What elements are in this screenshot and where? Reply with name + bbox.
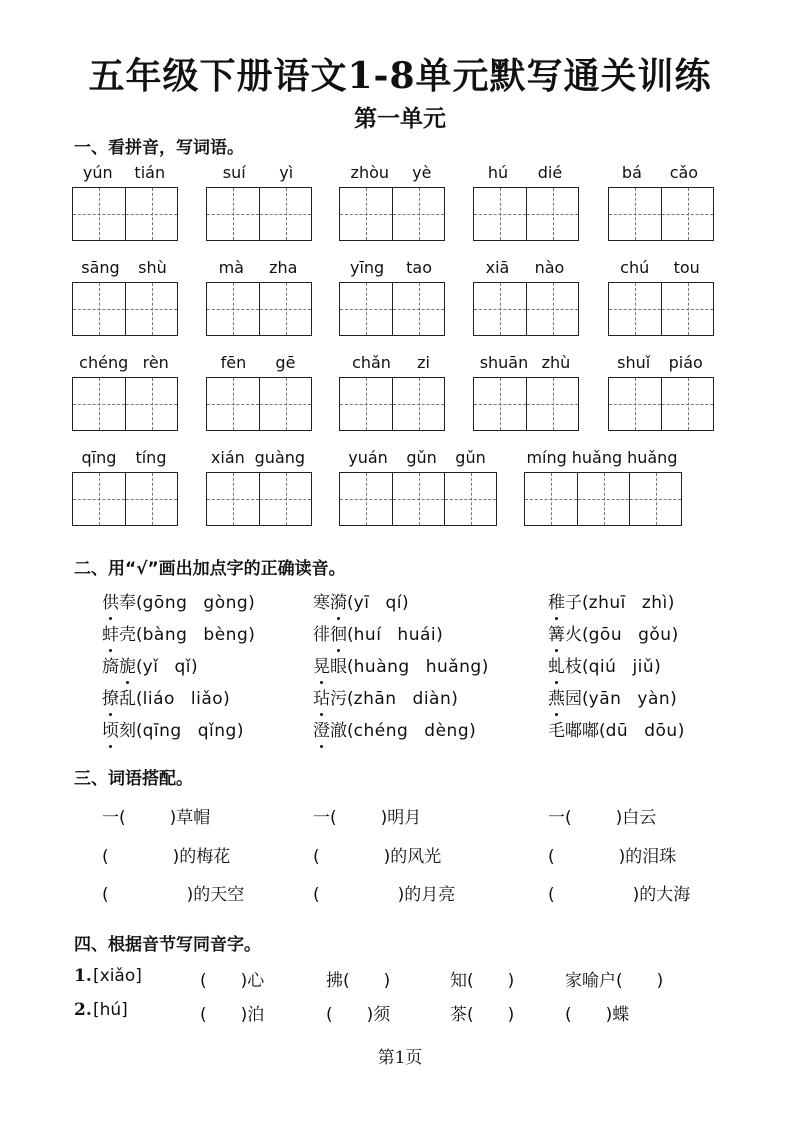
matching-item	[313, 803, 421, 828]
homophone-blank[interactable]: ( )心	[200, 971, 265, 991]
word-item	[339, 353, 446, 433]
matching-suffix: )白云	[615, 808, 657, 828]
pinyin-syllable: suí	[222, 163, 246, 182]
option-2[interactable]: dèng	[424, 721, 470, 741]
option-1[interactable]: zhān	[353, 689, 397, 709]
matching-item	[548, 842, 676, 867]
matching-prefix: 一(	[313, 808, 337, 828]
pinyin-syllable: huǎng	[627, 448, 678, 467]
homophone-blank[interactable]: 茶( )	[450, 1005, 515, 1025]
pinyin-syllable: zi	[417, 353, 430, 372]
word-char: 徊	[330, 620, 347, 645]
matching-suffix: )的梅花	[172, 847, 231, 867]
word-char: 污	[330, 689, 347, 709]
pronunciation-item: 燕园(yān yàn)	[548, 684, 677, 709]
writing-box[interactable]	[526, 188, 578, 240]
word-char: 嘟	[582, 721, 599, 741]
writing-box[interactable]	[474, 378, 526, 430]
writing-box[interactable]	[207, 473, 259, 525]
word-item	[339, 448, 498, 528]
writing-boxes	[339, 472, 497, 526]
pinyin-syllable: míng	[526, 448, 567, 467]
writing-box[interactable]	[392, 378, 444, 430]
option-1[interactable]: gōu	[588, 625, 623, 645]
writing-boxes	[608, 282, 714, 336]
writing-box[interactable]	[609, 378, 661, 430]
pinyin-syllable: gǔn	[455, 448, 486, 467]
writing-box[interactable]	[340, 283, 392, 335]
option-1[interactable]: gōng	[142, 593, 188, 613]
writing-box[interactable]	[392, 188, 444, 240]
option-2[interactable]: qǐ	[174, 657, 191, 677]
matching-item	[548, 803, 656, 828]
pinyin-syllable: tou	[673, 258, 700, 277]
word-char: 稚	[548, 588, 565, 613]
pinyin-line	[206, 163, 310, 185]
word-char: 寒	[313, 593, 330, 613]
section-2-heading: 二、用“√”画出加点字的正确读音。	[74, 559, 346, 579]
option-1[interactable]: yǐ	[142, 657, 159, 677]
option-2[interactable]: gòng	[203, 593, 249, 613]
pinyin-syllable: shù	[138, 258, 167, 277]
pinyin-syllable: xián	[210, 448, 245, 467]
word-char: 眼	[330, 657, 347, 677]
homophone-blank[interactable]: 拂( )	[326, 971, 391, 991]
matching-item	[102, 842, 230, 867]
homophone-blank[interactable]: 知( )	[450, 971, 515, 991]
writing-box[interactable]	[125, 378, 177, 430]
word-item	[608, 353, 715, 433]
word-item	[608, 258, 715, 338]
pronunciation-item: 蚌壳(bàng bèng)	[102, 620, 255, 645]
word-char: 漪	[330, 588, 347, 613]
writing-box[interactable]	[609, 188, 661, 240]
pinyin-line	[473, 353, 577, 375]
pronunciation-item: 篝火(gōu gǒu)	[548, 620, 678, 645]
writing-box[interactable]	[125, 473, 177, 525]
pronunciation-item: 徘徊(huí huái)	[313, 620, 443, 645]
word-item	[206, 353, 313, 433]
pinyin-line	[206, 448, 310, 470]
word-char: 晃	[313, 652, 330, 677]
pinyin-line	[473, 258, 577, 280]
writing-box[interactable]	[125, 188, 177, 240]
word-char: 顷	[102, 716, 119, 741]
pinyin-syllable: sāng	[81, 258, 120, 277]
writing-box[interactable]	[73, 283, 125, 335]
pinyin-line	[608, 353, 712, 375]
item-number: 1.	[74, 966, 92, 986]
pinyin-syllable: chéng	[79, 353, 129, 372]
option-1[interactable]: huàng	[353, 657, 410, 677]
word-item	[473, 163, 580, 243]
pinyin-syllable: gǔn	[406, 448, 437, 467]
writing-box[interactable]	[259, 473, 311, 525]
pinyin-syllable: mà	[218, 258, 244, 277]
word-item	[72, 448, 179, 528]
section-1-heading: 一、看拼音，写词语。	[74, 138, 244, 158]
pinyin-syllable: yún	[82, 163, 113, 182]
option-1[interactable]: zhuī	[588, 593, 626, 613]
writing-box[interactable]	[340, 188, 392, 240]
option-2[interactable]: zhì	[641, 593, 668, 613]
option-2[interactable]: dōu	[644, 721, 678, 741]
pinyin-syllable: qīng	[81, 448, 117, 467]
pinyin-line	[72, 163, 176, 185]
word-char: 供	[102, 588, 119, 613]
writing-boxes	[72, 472, 178, 526]
word-char: 枝	[565, 657, 582, 677]
matching-suffix: )的大海	[632, 885, 691, 905]
writing-box[interactable]	[525, 473, 577, 525]
word-char: 刻	[119, 721, 136, 741]
option-2[interactable]: qí	[385, 593, 402, 613]
pinyin-line	[473, 163, 577, 185]
word-char: 燕	[548, 684, 565, 709]
pinyin-syllable: piáo	[668, 353, 703, 372]
pinyin-syllable: guàng	[254, 448, 306, 467]
matching-suffix: )的月亮	[397, 885, 456, 905]
writing-box[interactable]	[577, 473, 629, 525]
word-char: 乱	[119, 689, 136, 709]
writing-box[interactable]	[73, 473, 125, 525]
pronunciation-item: 寒漪(yī qí)	[313, 588, 409, 613]
writing-box[interactable]	[609, 283, 661, 335]
matching-item	[548, 880, 690, 905]
homophone-blank[interactable]: ( )泊	[200, 1005, 265, 1025]
writing-box[interactable]	[392, 283, 444, 335]
pinyin-syllable: fēn	[220, 353, 247, 372]
pronunciation-item: 旖旎(yǐ qǐ)	[102, 652, 198, 677]
matching-suffix: )的风光	[383, 847, 442, 867]
pinyin-syllable: tián	[134, 163, 166, 182]
homophone-blank[interactable]: ( )蝶	[565, 1005, 630, 1025]
option-2[interactable]: qǐng	[197, 721, 237, 741]
option-2[interactable]: diàn	[412, 689, 452, 709]
word-char: 玷	[313, 684, 330, 709]
pinyin-syllable: chú	[620, 258, 650, 277]
word-item	[473, 258, 580, 338]
writing-boxes	[206, 377, 312, 431]
page-number: 第1页	[377, 1048, 423, 1068]
writing-box[interactable]	[73, 378, 125, 430]
pronunciation-item: 撩乱(liáo liǎo)	[102, 684, 230, 709]
writing-box[interactable]	[73, 188, 125, 240]
word-char: 撩	[102, 684, 119, 709]
pinyin-syllable: yuán	[348, 448, 388, 467]
writing-boxes	[473, 187, 579, 241]
writing-box[interactable]	[474, 188, 526, 240]
matching-prefix: (	[313, 885, 320, 905]
writing-boxes	[72, 377, 178, 431]
matching-suffix: )草帽	[169, 808, 211, 828]
pronunciation-item: 稚子(zhuī zhì)	[548, 588, 674, 613]
pinyin-line	[524, 448, 680, 470]
pinyin-line	[72, 353, 176, 375]
pinyin-syllable: yīng	[349, 258, 385, 277]
matching-item	[313, 842, 441, 867]
word-item	[608, 163, 715, 243]
writing-box[interactable]	[125, 283, 177, 335]
pinyin-line	[608, 258, 712, 280]
word-char: 子	[565, 593, 582, 613]
pronunciation-item: 毛嘟嘟(dū dōu)	[548, 716, 684, 741]
pinyin-syllable: shuǐ	[617, 353, 651, 372]
word-char: 澄	[313, 716, 330, 741]
pinyin-syllable: dié	[537, 163, 563, 182]
writing-boxes	[339, 377, 445, 431]
writing-boxes	[206, 282, 312, 336]
option-1[interactable]: huí	[353, 625, 382, 645]
option-2[interactable]: huǎng	[425, 657, 482, 677]
pronunciation-item: 玷污(zhān diàn)	[313, 684, 458, 709]
word-char: 徘	[313, 625, 330, 645]
option-2[interactable]: huái	[397, 625, 437, 645]
word-item	[206, 258, 313, 338]
writing-box[interactable]	[392, 473, 444, 525]
writing-box[interactable]	[474, 283, 526, 335]
pinyin-syllable: yè	[412, 163, 432, 182]
writing-boxes	[206, 472, 312, 526]
pinyin-syllable: rèn	[142, 353, 169, 372]
writing-boxes	[524, 472, 682, 526]
pinyin-line	[339, 353, 443, 375]
writing-boxes	[608, 187, 714, 241]
option-2[interactable]: gǒu	[638, 625, 672, 645]
pronunciation-item: 供奉(gōng gòng)	[102, 588, 255, 613]
word-item	[473, 353, 580, 433]
word-char: 壳	[119, 625, 136, 645]
option-2[interactable]: yàn	[637, 689, 671, 709]
matching-item	[313, 880, 455, 905]
option-1[interactable]: yān	[588, 689, 622, 709]
word-char: 火	[565, 625, 582, 645]
section-3-heading: 三、词语搭配。	[74, 769, 193, 789]
matching-prefix: (	[548, 885, 555, 905]
pronunciation-item: 澄澈(chéng dèng)	[313, 716, 476, 741]
matching-prefix: (	[313, 847, 320, 867]
writing-box[interactable]	[629, 473, 681, 525]
pinyin-syllable: yì	[279, 163, 294, 182]
writing-box[interactable]	[207, 188, 259, 240]
matching-prefix: (	[102, 885, 109, 905]
word-char: 园	[565, 689, 582, 709]
writing-box[interactable]	[340, 473, 392, 525]
option-1[interactable]: yī	[353, 593, 370, 613]
pinyin-syllable: nào	[534, 258, 565, 277]
pinyin-syllable: zhòu	[350, 163, 390, 182]
word-char: 虬	[548, 652, 565, 677]
matching-item	[102, 803, 210, 828]
writing-box[interactable]	[444, 473, 496, 525]
page-title: 五年级下册语文1-8单元默写通关训练	[88, 55, 712, 97]
word-item	[206, 163, 313, 243]
word-char: 蚌	[102, 620, 119, 645]
word-item	[339, 258, 446, 338]
homophone-blank[interactable]: ( )须	[326, 1005, 391, 1025]
item-number: 2.	[74, 1000, 92, 1020]
pronunciation-item: 虬枝(qiú jiǔ)	[548, 652, 661, 677]
option-1[interactable]: qiú	[588, 657, 617, 677]
writing-box[interactable]	[661, 188, 713, 240]
syllable: [hú]	[93, 1000, 128, 1020]
option-2[interactable]: bèng	[203, 625, 249, 645]
pinyin-syllable: gē	[275, 353, 296, 372]
section-4-heading: 四、根据音节写同音字。	[74, 935, 261, 955]
word-char: 旖	[102, 657, 119, 677]
pinyin-syllable: tíng	[135, 448, 167, 467]
pinyin-line	[72, 448, 176, 470]
word-char: 篝	[548, 620, 565, 645]
writing-box[interactable]	[259, 188, 311, 240]
option-2[interactable]: jiǔ	[632, 657, 655, 677]
writing-boxes	[72, 187, 178, 241]
matching-prefix: 一(	[548, 808, 572, 828]
word-char: 奉	[119, 593, 136, 613]
word-item	[72, 163, 179, 243]
pinyin-line	[339, 163, 443, 185]
writing-boxes	[473, 282, 579, 336]
option-1[interactable]: qīng	[142, 721, 182, 741]
pinyin-line	[206, 258, 310, 280]
pinyin-syllable: bá	[621, 163, 642, 182]
pinyin-line	[608, 163, 712, 185]
word-char: 嘟	[565, 721, 582, 741]
writing-box[interactable]	[207, 378, 259, 430]
pinyin-syllable: tao	[406, 258, 433, 277]
word-item	[206, 448, 313, 528]
writing-box[interactable]	[207, 283, 259, 335]
pinyin-line	[339, 258, 443, 280]
unit-title: 第一单元	[354, 105, 446, 132]
word-item	[339, 163, 446, 243]
pinyin-line	[72, 258, 176, 280]
pinyin-syllable: chǎn	[352, 353, 391, 372]
writing-boxes	[72, 282, 178, 336]
word-char: 旎	[119, 652, 136, 677]
writing-box[interactable]	[259, 378, 311, 430]
pinyin-syllable: shuān	[479, 353, 529, 372]
matching-prefix: 一(	[102, 808, 126, 828]
syllable: [xiǎo]	[93, 966, 142, 986]
matching-prefix: (	[548, 847, 555, 867]
pinyin-syllable: hú	[487, 163, 509, 182]
pinyin-syllable: zhù	[541, 353, 571, 372]
writing-boxes	[339, 282, 445, 336]
pronunciation-item: 顷刻(qīng qǐng)	[102, 716, 243, 741]
writing-box[interactable]	[259, 283, 311, 335]
option-1[interactable]: chéng	[353, 721, 409, 741]
writing-box[interactable]	[526, 378, 578, 430]
writing-boxes	[473, 377, 579, 431]
option-1[interactable]: bàng	[142, 625, 188, 645]
pronunciation-item: 晃眼(huàng huǎng)	[313, 652, 488, 677]
word-item	[72, 353, 179, 433]
writing-box[interactable]	[340, 378, 392, 430]
writing-boxes	[608, 377, 714, 431]
word-char: 澈	[330, 721, 347, 741]
option-1[interactable]: dū	[605, 721, 629, 741]
matching-prefix: (	[102, 847, 109, 867]
pinyin-syllable: cǎo	[669, 163, 699, 182]
pinyin-line	[339, 448, 495, 470]
word-item	[72, 258, 179, 338]
writing-box[interactable]	[526, 283, 578, 335]
matching-suffix: )的泪珠	[618, 847, 677, 867]
matching-suffix: )明月	[380, 808, 422, 828]
word-char: 毛	[548, 721, 565, 741]
matching-item	[102, 880, 244, 905]
option-2[interactable]: liǎo	[190, 689, 224, 709]
pinyin-line	[206, 353, 310, 375]
option-1[interactable]: liáo	[142, 689, 175, 709]
pinyin-syllable: zha	[269, 258, 298, 277]
homophone-blank[interactable]: 家喻户( )	[565, 971, 664, 991]
writing-box[interactable]	[661, 378, 713, 430]
writing-boxes	[339, 187, 445, 241]
writing-boxes	[206, 187, 312, 241]
matching-suffix: )的天空	[186, 885, 245, 905]
pinyin-syllable: huǎng	[571, 448, 623, 467]
pinyin-syllable: xiā	[485, 258, 510, 277]
writing-box[interactable]	[661, 283, 713, 335]
word-item	[524, 448, 683, 528]
